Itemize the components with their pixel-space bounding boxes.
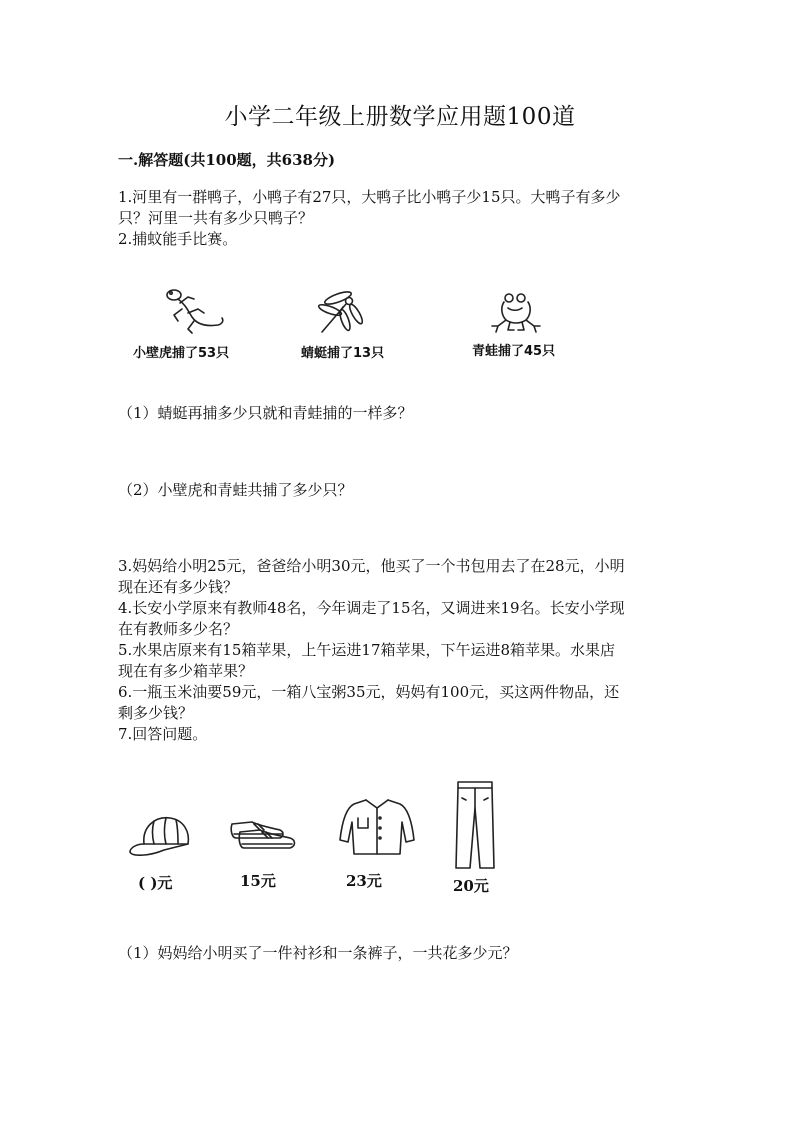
- question-5: [118, 640, 683, 682]
- question-3-line-1: 3.妈妈给小明25元，爸爸给小明30元，他买了一个书包用去了在28元，小明: [118, 557, 625, 575]
- question-4-line-1: 4.长安小学原来有教师48名，今年调走了15名，又调进来19名。长安小学现: [118, 599, 625, 617]
- section-heading: 一.解答题(共100题，共638分): [118, 151, 336, 169]
- question-4-line-2: 在有教师多少名？: [118, 620, 239, 638]
- shoes-icon: [226, 810, 298, 856]
- question-4: [118, 598, 683, 640]
- question-2: [118, 229, 683, 250]
- shirt-price: 23元: [346, 872, 382, 890]
- question-2-title: 2.捕蚊能手比赛。: [118, 230, 238, 248]
- cap-price: ( )元: [138, 874, 173, 892]
- question-2-sub-1: [118, 403, 683, 424]
- question-7-title: 7.回答问题。: [118, 725, 208, 743]
- question-1-line-1: 1.河里有一群鸭子，小鸭子有27只，大鸭子比小鸭子少15只。大鸭子有多少: [118, 188, 621, 206]
- question-7: [118, 724, 683, 745]
- question-7-sub-1: [118, 943, 683, 964]
- question-6-line-2: 剩多少钱？: [118, 704, 194, 722]
- frog-caption: 青蛙捕了45只: [472, 344, 556, 359]
- question-7-sub-1-text: （1）妈妈给小明买了一件衬衫和一条裤子，一共花多少元？: [118, 944, 518, 962]
- question-5-line-1: 5.水果店原来有15箱苹果，上午运进17箱苹果，下午运进8箱苹果。水果店: [118, 641, 616, 659]
- shirt-icon: [336, 796, 418, 860]
- question-5-line-2: 现在有多少箱苹果？: [118, 662, 254, 680]
- page-title: 小学二年级上册数学应用题100道: [224, 104, 576, 130]
- question-2-sub-2-text: （2）小壁虎和青蛙共捕了多少只？: [118, 481, 353, 499]
- pants-icon: [452, 778, 498, 872]
- frog-icon: [490, 292, 542, 336]
- gecko-icon: [158, 287, 228, 337]
- question-3-line-2: 现在还有多少钱？: [118, 578, 239, 596]
- pants-price: 20元: [453, 877, 489, 895]
- question-6-line-1: 6.一瓶玉米油要59元，一箱八宝粥35元，妈妈有100元，买这两件物品，还: [118, 683, 620, 701]
- cap-icon: [126, 812, 196, 862]
- question-2-sub-1-text: （1）蜻蜓再捕多少只就和青蛙捕的一样多？: [118, 404, 413, 422]
- question-3: [118, 556, 683, 598]
- dragonfly-icon: [312, 292, 364, 336]
- dragonfly-caption: 蜻蜓捕了13只: [301, 346, 385, 361]
- question-2-sub-2: [118, 480, 683, 501]
- gecko-caption: 小壁虎捕了53只: [133, 346, 230, 361]
- question-1-line-2: 只？河里一共有多少只鸭子？: [118, 209, 314, 227]
- question-6: [118, 682, 683, 724]
- question-1: [118, 187, 683, 229]
- shoes-price: 15元: [240, 872, 276, 890]
